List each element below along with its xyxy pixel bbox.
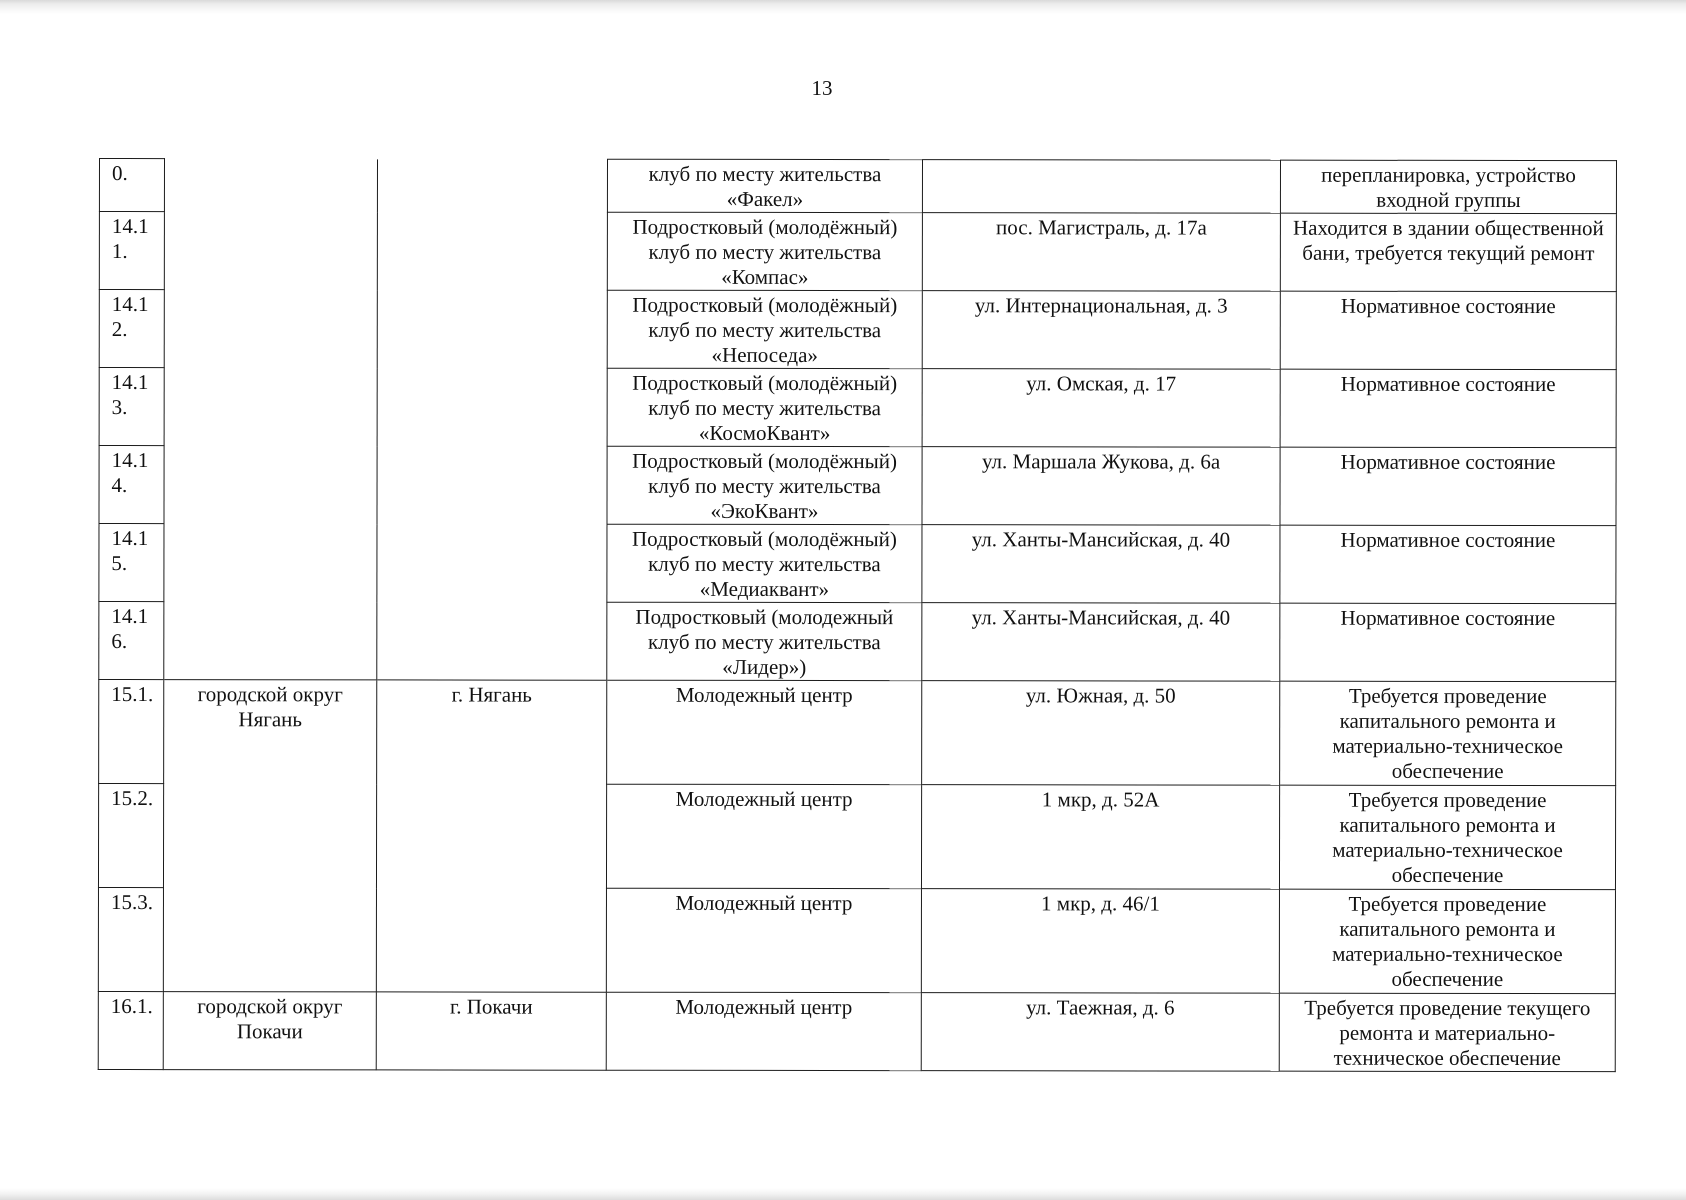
condition-cell: Нормативное состояние <box>1280 603 1616 681</box>
condition-cell: перепланировка, устройство входной группы <box>1280 160 1616 213</box>
address-cell: 1 мкр, д. 46/1 <box>921 889 1279 993</box>
table-row <box>98 991 1615 1071</box>
facility-name-cell: Подростковый (молодёжный) клуб по месту жительства «КосмоКвант» <box>607 368 922 446</box>
page-number: 13 <box>811 76 833 100</box>
condition-cell: Нормативное состояние <box>1280 369 1616 447</box>
address-cell: пос. Магистраль, д. 17а <box>922 213 1280 291</box>
facility-name-cell: клуб по месту жительства «Факел» <box>607 159 922 212</box>
row-number-cell: 0. <box>99 159 164 212</box>
address-cell: ул. Ханты-Мансийская, д. 40 <box>922 525 1280 603</box>
condition-cell: Требуется проведение капитального ремонта и материально-техническое обеспечение <box>1280 681 1616 785</box>
facility-name-cell: Молодежный центр <box>606 784 921 888</box>
scan-edge-top <box>0 0 1686 14</box>
condition-cell: Нормативное состояние <box>1280 291 1616 369</box>
facility-name-cell: Подростковый (молодёжный) клуб по месту жительства «Компас» <box>607 212 922 290</box>
address-cell: ул. Южная, д. 50 <box>922 681 1280 785</box>
facility-name-cell: Подростковый (молодёжный) клуб по месту жительства «ЭкоКвант» <box>607 446 922 524</box>
facility-name-cell: Молодежный центр <box>606 992 921 1070</box>
city-cell: г. Нягань <box>376 680 606 992</box>
district-cell: городской округ Покачи <box>163 992 376 1070</box>
district-cell: городской округ Нягань <box>163 680 376 992</box>
condition-cell: Нормативное состояние <box>1280 447 1616 525</box>
address-cell: ул. Маршала Жукова, д. 6а <box>922 447 1280 525</box>
condition-cell: Требуется проведение капитального ремонта и материально-техническое обеспечение <box>1279 889 1615 993</box>
facilities-table <box>98 158 1617 1072</box>
facility-name-cell: Молодежный центр <box>607 680 922 784</box>
row-number-cell: 15.1. <box>99 680 164 784</box>
row-number-cell: 14.1 2. <box>99 290 164 368</box>
facility-name-cell: Подростковый (молодёжный) клуб по месту жительства «Медиаквант» <box>607 524 922 602</box>
district-cell <box>164 159 378 680</box>
condition-cell: Находится в здании общественной бани, требуется текущий ремонт <box>1280 213 1616 291</box>
table-row <box>99 680 1616 786</box>
city-cell <box>377 159 608 680</box>
address-cell: ул. Интернациональная, д. 3 <box>922 291 1280 369</box>
city-cell: г. Покачи <box>376 992 606 1070</box>
address-cell: ул. Ханты-Мансийская, д. 40 <box>922 603 1280 681</box>
facility-name-cell: Молодежный центр <box>606 888 921 992</box>
row-number-cell: 15.3. <box>98 888 163 992</box>
address-cell: 1 мкр, д. 52А <box>921 785 1279 889</box>
row-number-cell: 16.1. <box>98 991 163 1069</box>
condition-cell: Требуется проведение текущего ремонта и материально-техническое обеспечение <box>1279 993 1615 1071</box>
row-number-cell: 15.2. <box>98 784 163 888</box>
table-row <box>99 159 1616 214</box>
condition-cell: Нормативное состояние <box>1280 525 1616 603</box>
row-number-cell: 14.1 1. <box>99 212 164 290</box>
facility-name-cell: Подростковый (молодежный клуб по месту жительства «Лидер») <box>607 602 922 680</box>
address-cell: ул. Омская, д. 17 <box>922 369 1280 447</box>
row-number-cell: 14.1 4. <box>99 446 164 524</box>
address-cell: ул. Таежная, д. 6 <box>921 993 1279 1071</box>
condition-cell: Требуется проведение капитального ремонта и материально-техническое обеспечение <box>1279 785 1615 889</box>
scan-edge-bottom <box>0 1188 1686 1200</box>
row-number-cell: 14.1 6. <box>99 602 164 680</box>
facility-name-cell: Подростковый (молодёжный) клуб по месту жительства «Непоседа» <box>607 290 922 368</box>
address-cell <box>922 160 1280 213</box>
row-number-cell: 14.1 5. <box>99 524 164 602</box>
row-number-cell: 14.1 3. <box>99 368 164 446</box>
